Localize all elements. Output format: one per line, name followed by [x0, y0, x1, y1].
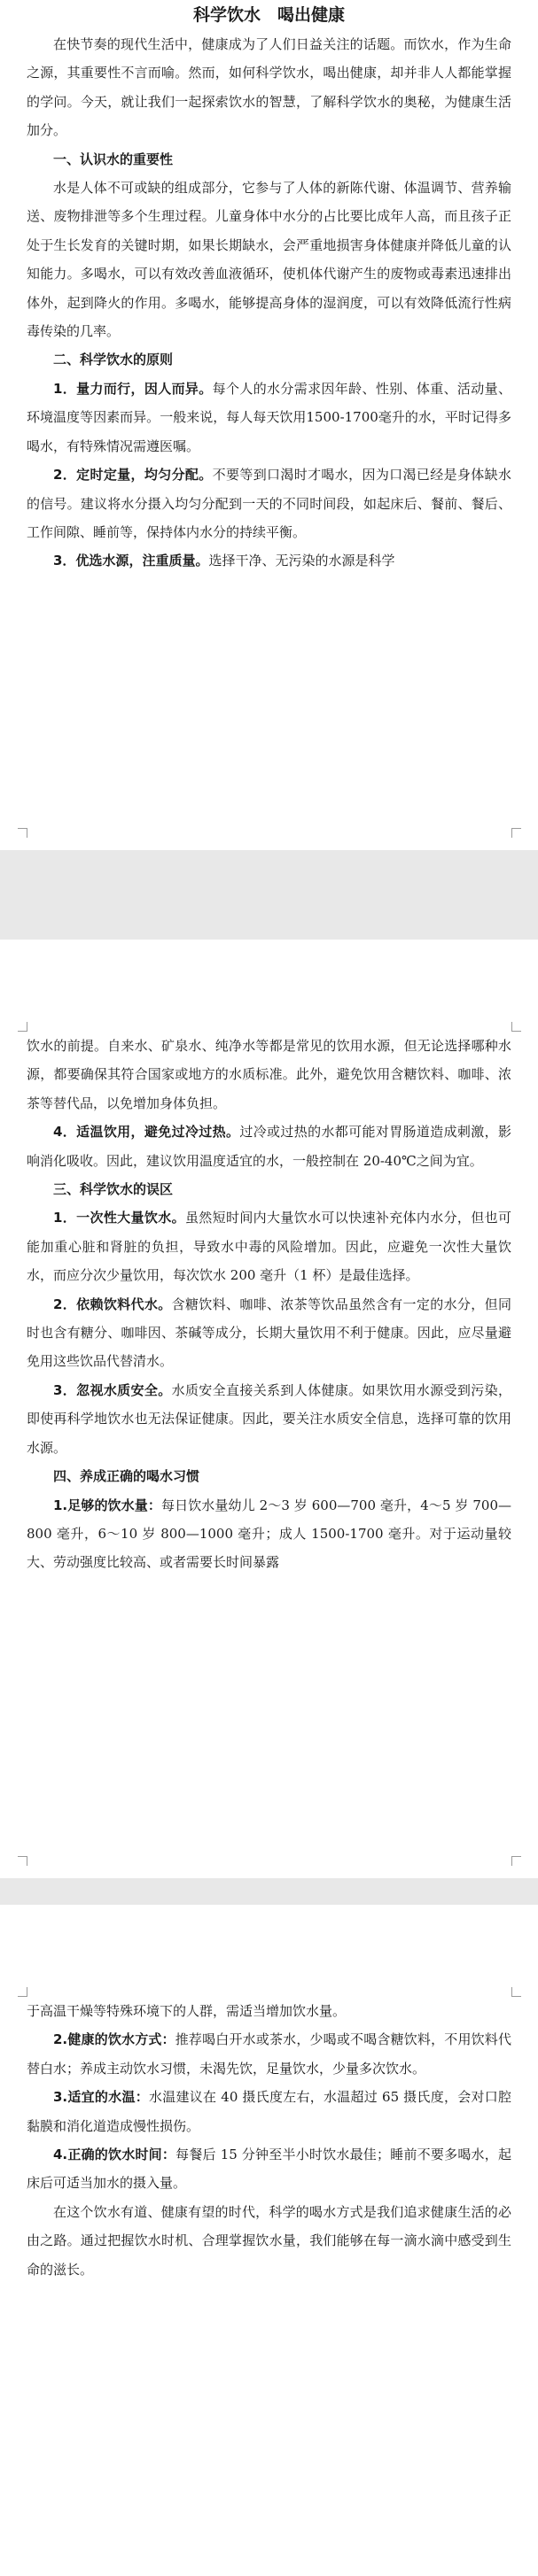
section-2-item-3-start: [27, 546, 511, 575]
page-corner-mark: [18, 828, 27, 838]
conclusion-paragraph: 在这个饮水有道、健康有望的时代，科学的喝水方式是我们追求健康生活的必由之路。通过把握饮水时机、合理掌握饮水量，我们能够在每一滴水滴中感受到生命的滋长。: [27, 2203, 511, 2278]
section-3-item-1: [27, 1203, 511, 1289]
document-page-3: [0, 1905, 538, 2576]
section-4-item-2: [27, 2025, 511, 2083]
section-3-item-2: [27, 1290, 511, 1376]
item-text: 选择干净、无污染的水源是科学: [208, 553, 395, 569]
page-corner-mark: [18, 1987, 27, 1997]
page-corner-mark: [18, 1022, 27, 1032]
page-1-content: [27, 0, 511, 576]
item-lead: 3．优选水源，注重质量。: [53, 553, 209, 569]
section-2-item-1: [27, 375, 511, 460]
section-4-heading: 四、养成正确的喝水习惯: [53, 1468, 200, 1485]
item-lead: 2．定时定量，均匀分配。: [53, 467, 213, 483]
item-text: 水质安全直接关系到人体健康。如果饮用水源受到污染，即使再科学地饮水也无法保证健康。因此，要关注水质安全信息，选择可靠的饮用水源。: [27, 1381, 511, 1456]
page-corner-mark: [18, 1856, 27, 1866]
document-page-1: [0, 0, 538, 850]
section-1-heading: 一、认识水的重要性: [53, 151, 174, 167]
item-text: 不要等到口渴时才喝水，因为口渴已经是身体缺水的信号。建议将水分摄入均匀分配到一天的不同时间段，如起床后、餐前、餐后、工作间隙、睡前等，保持体内水分的持续平衡。: [27, 467, 511, 540]
item-text: 虽然短时间内大量饮水可以快速补充体内水分，但也可能加重心脏和肾脏的负担，导致水中毒的风险增加。因此，应避免一次性大量饮水，而应分次少量饮用，每次饮水 200 毫升（1 杯）是最佳选择。: [27, 1210, 511, 1284]
section-2-item-4: [27, 1118, 511, 1175]
document-page-2: [0, 940, 538, 1878]
section-3-item-3: [27, 1376, 511, 1462]
section-2-item-3-continued: 饮水的前提。自来水、矿泉水、纯净水等都是常见的饮用水源，但无论选择哪种水源，都要确保其符合国家或地方的水质标准。此外，避免饮用含糖饮料、咖啡、浓茶等替代品，以免增加身体负担。: [27, 1038, 511, 1111]
page-corner-mark: [511, 1022, 521, 1032]
item-lead: 4.正确的饮水时间：: [53, 2147, 176, 2163]
item-text: 每个人的水分需求因年龄、性别、体重、活动量、环境温度等因素而异。一般来说，每人每天饮用1500-1700毫升的水，平时记得多喝水，有特殊情况需遵医嘱。: [27, 380, 511, 454]
item-lead: 4．适温饮用，避免过冷过热。: [53, 1124, 240, 1141]
section-4-item-4: [27, 2140, 511, 2198]
section-3-heading: 三、科学饮水的误区: [53, 1181, 174, 1198]
item-lead: 3．忽视水质安全。: [53, 1381, 172, 1398]
item-text: 过冷或过热的水都可能对胃肠道造成刺激，影响消化吸收。因此，建议饮用温度适宜的水，一般控制在 20-40℃之间为宜。: [27, 1124, 511, 1169]
page-corner-mark: [511, 828, 521, 838]
page-3-content: [27, 1997, 511, 2284]
item-lead: 1．一次性大量饮水。: [53, 1210, 185, 1226]
page-2-content: [27, 1032, 511, 1577]
section-4-item-1-continued: 于高温干燥等特殊环境下的人群，需适当增加饮水量。: [27, 2003, 347, 2019]
section-4-item-1-start: [27, 1491, 511, 1577]
item-lead: 3.适宜的水温：: [53, 2089, 149, 2106]
page-corner-mark: [511, 1987, 521, 1997]
item-lead: 1．量力而行，因人而异。: [53, 380, 213, 397]
section-4-item-3: [27, 2083, 511, 2140]
item-lead: 2.健康的饮水方式：: [53, 2031, 175, 2048]
item-lead: 1.足够的饮水量：: [53, 1497, 161, 1513]
section-1-body: 水是人体不可或缺的组成部分，它参与了人体的新陈代谢、体温调节、营养输送、废物排泄等多个生理过程。儿童身体中水分的占比要比成年人高，而且孩子正处于生长发育的关键时期，如果长期缺水，会严重地损害身体健康并降低儿童的认知能力。多喝水，可以有效改善血液循环，使机体代谢产生的废物或毒素迅速排出体外，起到降火的作用。多喝水，能够提高身体的湿润度，可以有效降低流行性病毒传染的几率。: [27, 180, 511, 340]
intro-paragraph: 在快节奏的现代生活中，健康成为了人们日益关注的话题。而饮水，作为生命之源，其重要性不言而喻。然而，如何科学饮水，喝出健康，却并非人人都能掌握的学问。今天，就让我们一起探索饮水的智慧，了解科学饮水的奥秘，为健康生活加分。: [27, 36, 511, 139]
item-text: 含糖饮料、咖啡、浓茶等饮品虽然含有一定的水分，但同时也含有糖分、咖啡因、茶碱等成分，长期大量饮用不利于健康。因此，应尽量避免用这些饮品代替清水。: [27, 1296, 511, 1370]
item-lead: 2．依赖饮料代水。: [53, 1296, 172, 1312]
item-text: 每餐后 15 分钟至半小时饮水最佳；睡前不要多喝水，起床后可适当加水的摄入量。: [27, 2147, 511, 2192]
section-2-item-2: [27, 460, 511, 546]
section-2-heading: 二、科学饮水的原则: [53, 352, 174, 368]
item-text: 推荐喝白开水或茶水，少喝或不喝含糖饮料，不用饮料代替白水；养成主动饮水习惯，未渴先饮，足量饮水，少量多次饮水。: [27, 2031, 511, 2077]
item-text: 水温建议在 40 摄氏度左右，水温超过 65 摄氏度，会对口腔黏膜和消化道造成慢性损伤。: [27, 2089, 512, 2134]
page-corner-mark: [511, 1856, 521, 1866]
document-title: 科学饮水 喝出健康: [192, 5, 345, 25]
item-text: 每日饮水量幼儿 2～3 岁 600—700 毫升，4～5 岁 700—800 毫升，6～10 岁 800—1000 毫升；成人 1500-1700 毫升。对于运动量较大、劳动强度比较高、或者需要长时间暴露: [27, 1497, 511, 1571]
